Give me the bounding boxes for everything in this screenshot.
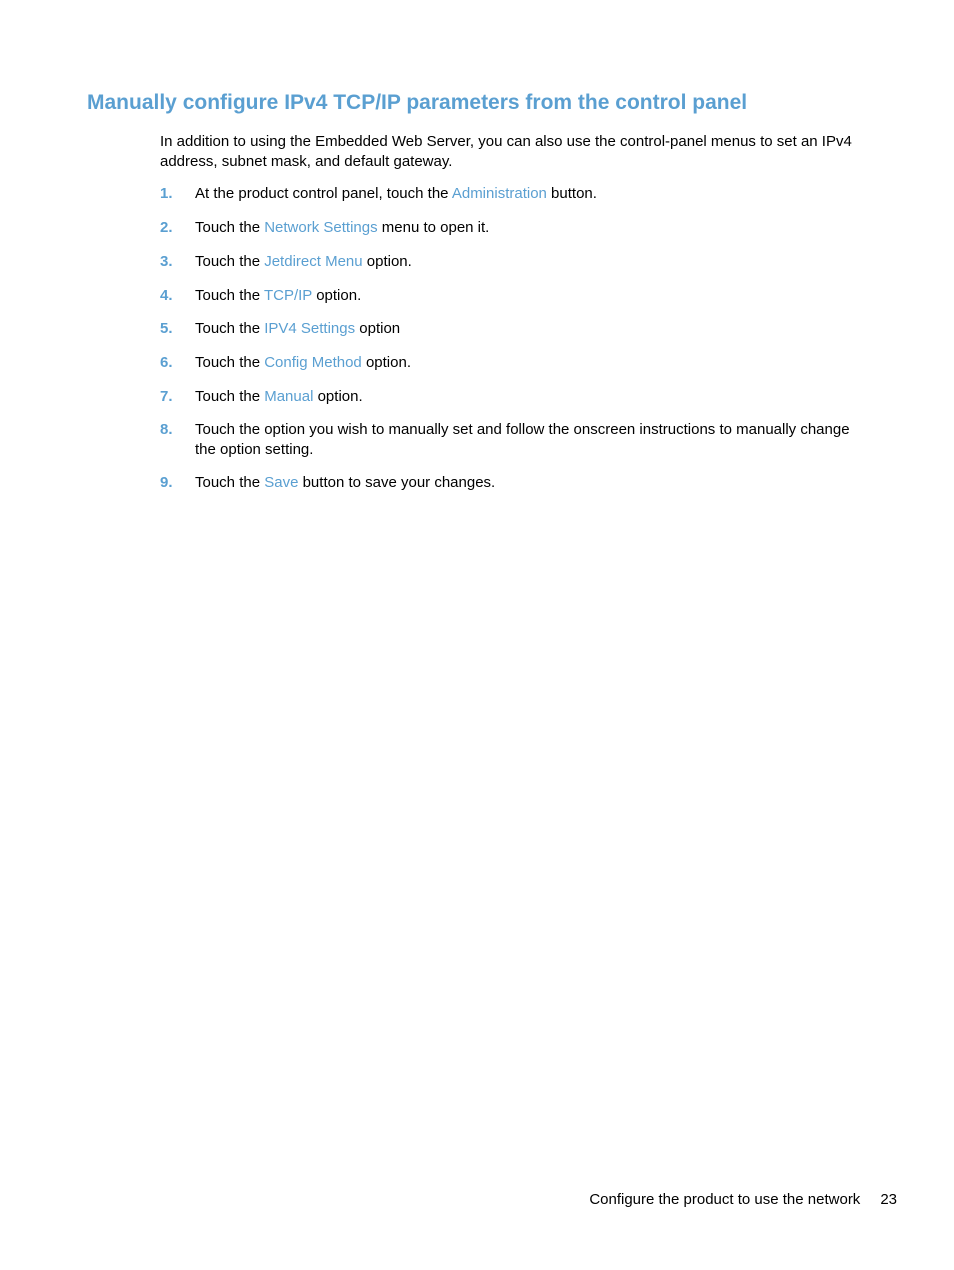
list-item bbox=[160, 387, 860, 407]
step-number: 6. bbox=[160, 354, 173, 371]
ui-term: Manual bbox=[264, 388, 314, 405]
ui-term: Administration bbox=[451, 185, 547, 202]
list-item bbox=[160, 319, 860, 339]
step-number: 5. bbox=[160, 320, 173, 337]
ui-term: Jetdirect Menu bbox=[264, 253, 363, 270]
page-title: Manually configure IPv4 TCP/IP parameters from the control panel bbox=[87, 91, 748, 114]
list-item bbox=[160, 218, 860, 238]
step-text: Touch the Jetdirect Menu option. bbox=[195, 253, 412, 270]
list-item bbox=[160, 473, 860, 493]
step-number: 7. bbox=[160, 388, 173, 405]
ui-term: Save bbox=[264, 474, 299, 491]
step-number: 4. bbox=[160, 287, 173, 304]
intro-paragraph: In addition to using the Embedded Web Server, you can also use the control-panel menus to set an IPv4 address, subnet mask, and default gateway. bbox=[160, 133, 852, 170]
list-item bbox=[160, 420, 860, 460]
step-number: 8. bbox=[160, 421, 173, 438]
step-text: Touch the option you wish to manually set and follow the onscreen instructions to manually change the option setting. bbox=[195, 421, 850, 458]
footer-section-title: Configure the product to use the network bbox=[589, 1191, 861, 1208]
step-number: 2. bbox=[160, 219, 173, 236]
ui-term: TCP/IP bbox=[263, 287, 313, 304]
page-footer bbox=[589, 1191, 897, 1208]
step-text: Touch the Config Method option. bbox=[195, 354, 411, 371]
list-item bbox=[160, 286, 860, 306]
list-item bbox=[160, 184, 860, 204]
step-text: Touch the Network Settings menu to open it. bbox=[195, 219, 490, 236]
step-text: Touch the TCP/IP option. bbox=[195, 287, 362, 304]
step-number: 3. bbox=[160, 253, 173, 270]
step-text: Touch the IPV4 Settings option bbox=[195, 320, 401, 337]
step-number: 1. bbox=[160, 185, 173, 202]
ui-term: Network Settings bbox=[264, 219, 378, 236]
step-text: Touch the Save button to save your changes. bbox=[195, 474, 496, 491]
step-text: Touch the Manual option. bbox=[195, 388, 363, 405]
page-number: 23 bbox=[880, 1191, 897, 1208]
list-item bbox=[160, 353, 860, 373]
step-number: 9. bbox=[160, 474, 173, 491]
ui-term: IPV4 Settings bbox=[264, 320, 356, 337]
list-item bbox=[160, 252, 860, 272]
ui-term: Config Method bbox=[264, 354, 362, 371]
step-text: At the product control panel, touch the Administration button. bbox=[195, 185, 597, 202]
